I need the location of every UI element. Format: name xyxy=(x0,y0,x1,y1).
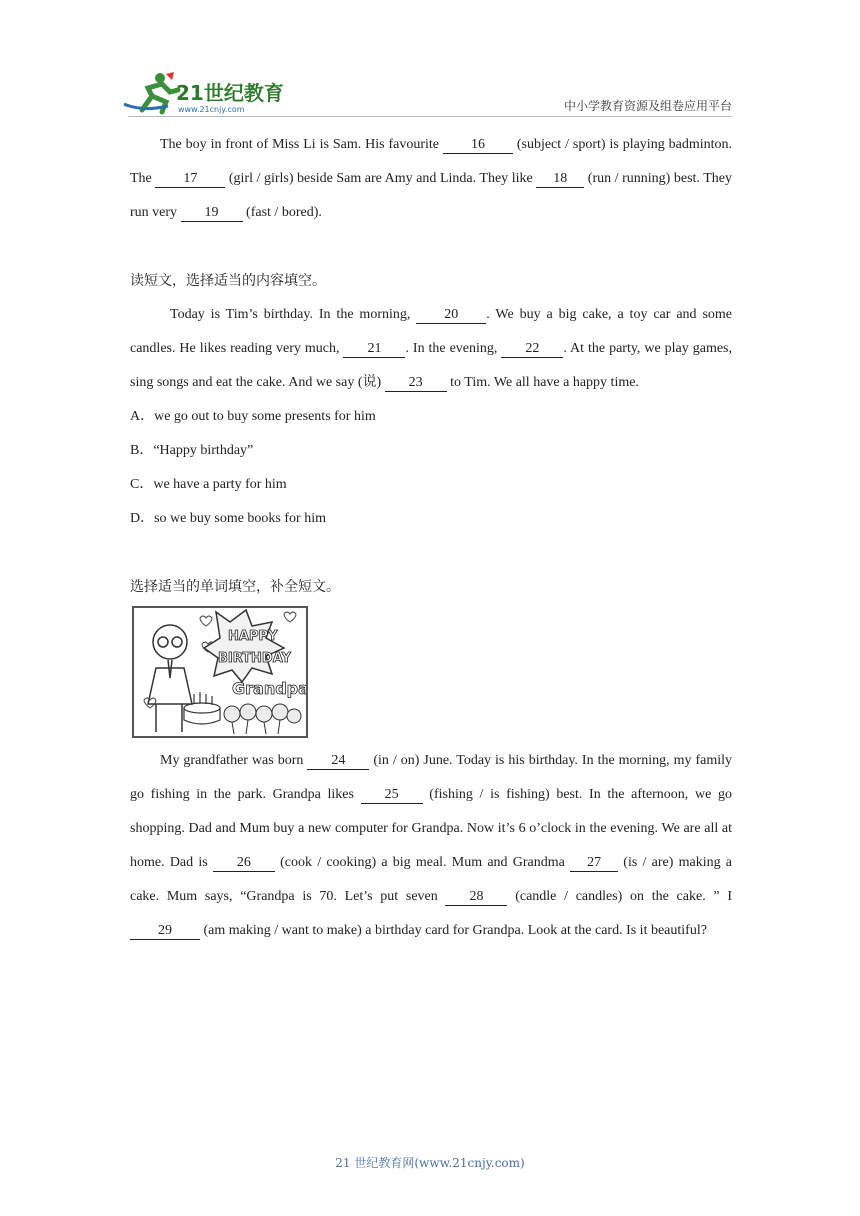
balloon-icons xyxy=(224,704,301,734)
blank-21[interactable]: 21 xyxy=(343,341,405,358)
section-3-instruction: 选择适当的单词填空，补全短文。 xyxy=(130,579,340,595)
page-header xyxy=(0,0,860,120)
blank-16[interactable]: 16 xyxy=(443,137,513,154)
svg-text:HAPPY: HAPPY xyxy=(228,629,278,644)
blank-22[interactable]: 22 xyxy=(501,341,563,358)
header-divider xyxy=(128,116,732,117)
header-platform-text: 中小学教育资源及组卷应用平台 xyxy=(563,99,732,113)
blank-28[interactable]: 28 xyxy=(445,889,507,906)
grandpa-figure xyxy=(148,625,192,732)
blank-27[interactable]: 27 xyxy=(570,855,618,872)
option-a: A．we go out to buy some presents for him xyxy=(130,409,376,424)
option-d: D．so we buy some books for him xyxy=(130,511,326,526)
blank-25[interactable]: 25 xyxy=(361,787,423,804)
blank-26[interactable]: 26 xyxy=(213,855,275,872)
blank-29[interactable]: 29 xyxy=(130,923,200,940)
svg-text:www.21cnjy.com: www.21cnjy.com xyxy=(178,105,245,114)
svg-text:BIRTHDAY: BIRTHDAY xyxy=(218,651,291,666)
svg-text:Grandpa: Grandpa xyxy=(232,679,306,698)
passage-3: My grandfather was born 24 (in / on) June. Today is his birthday. In the morning, my family go fishing in the park. Grandpa likes 25 (fishing / is fishing) best. In the afternoon, we go shopping. Dad and Mum buy a new computer for Grandpa. Now it’s 6 o’clock in the evening. We are all at home. Dad is 26 (cook / cooking) a big meal. Mum and Grandma 27 (is / are) making a cake. Mum says, “Grandpa is 70. Let’s put seven 28 (candle / candles) on the cake. ” I 29 (am making / want to make) a birthday card for Grandpa. Look at the card. Is it beautiful? xyxy=(130,753,733,938)
runner-icon xyxy=(124,72,178,112)
birthday-card-image xyxy=(132,606,308,738)
blank-19[interactable]: 19 xyxy=(181,205,243,222)
blank-23[interactable]: 23 xyxy=(385,375,447,392)
logo xyxy=(122,70,292,116)
blank-20[interactable]: 20 xyxy=(416,307,486,324)
blank-24[interactable]: 24 xyxy=(307,753,369,770)
blank-18[interactable]: 18 xyxy=(536,171,584,188)
section-2-instruction: 读短文，选择适当的内容填空。 xyxy=(130,273,326,289)
passage-1: The boy in front of Miss Li is Sam. His favourite 16 (subject / sport) is playing badminton. The 17 (girl / girls) beside Sam are Amy and Linda. They like 18 (run / running) best. They run very 19 (fast / bored). xyxy=(130,137,732,220)
blank-17[interactable]: 17 xyxy=(155,171,225,188)
page-footer: 21 世纪教育网(www.21cnjy.com) xyxy=(335,1156,525,1170)
option-c: C．we have a party for him xyxy=(130,477,287,492)
svg-text:21世纪教育: 21世纪教育 xyxy=(176,81,284,105)
starburst-shape xyxy=(204,610,284,682)
birthday-card-illustration xyxy=(134,608,306,736)
document-body xyxy=(130,128,732,948)
passage-2: Today is Tim’s birthday. In the morning, 20 . We buy a big cake, a toy car and some candles. He likes reading very much, 21 . In the evening, 22 . At the party, we play games, sing songs and eat the cake. And we say (说) 23 to Tim. We all have a happy time. xyxy=(130,307,732,390)
option-b: B．“Happy birthday” xyxy=(130,443,254,458)
cake-icon xyxy=(184,692,220,724)
